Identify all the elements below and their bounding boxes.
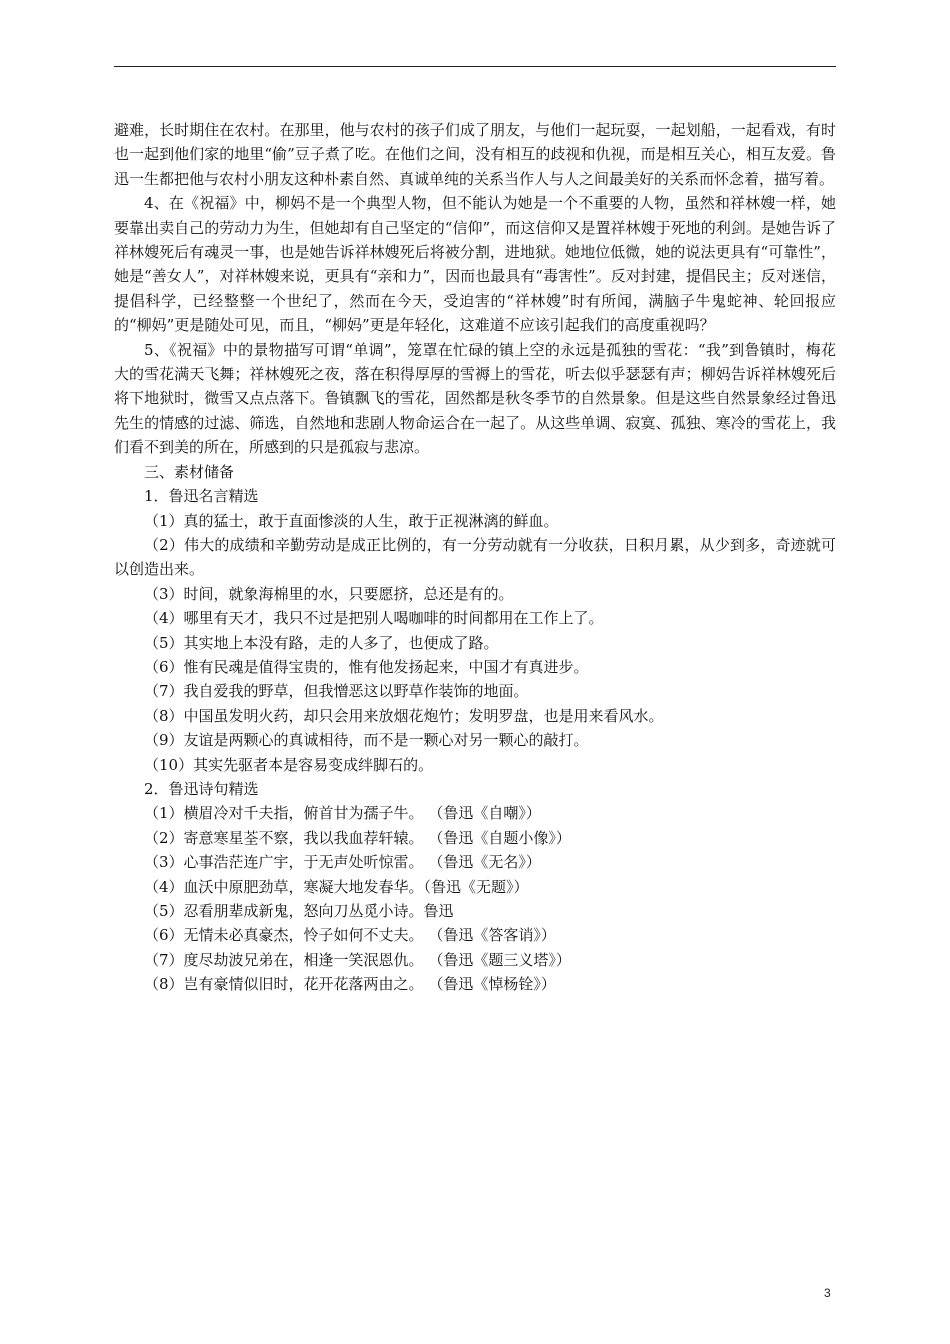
paragraph-5: 5、《祝福》中的景物描写可谓“单调”，笼罩在忙碌的镇上空的永远是孤独的雪花：“我”到鲁镇时，梅花大的雪花满天飞舞；祥林嫂死之夜，落在积得厚厚的雪褥上的雪花，听去似乎瑟瑟有声；柳妈告诉祥林嫂死后将下地狱时，微雪又点点落下。鲁镇飘飞的雪花，固然都是秋冬季节的自然景象。但是这些自然景象经过鲁迅先生的情感的过滤、筛选，自然地和悲剧人物命运合在一起了。从这些单调、寂寞、孤独、寒冷的雪花上，我们看不到美的所在，所感到的只是孤寂与悲凉。: [114, 340, 836, 457]
quote-item: （3）时间，就象海棉里的水，只要愿挤，总还是有的。: [144, 584, 514, 603]
poem-item: （4）血沃中原肥劲草，寒凝大地发春华。（鲁迅《无题》）: [144, 877, 529, 896]
poem-item: （1）横眉冷对千夫指，俯首甘为孺子牛。 （鲁迅《自嘲》）: [144, 804, 541, 823]
quote-item: （6）惟有民魂是值得宝贵的，惟有他发扬起来，中国才有真进步。: [144, 657, 589, 676]
subheading-quotes: 1．鲁迅名言精选: [144, 487, 259, 506]
quote-item: （9）友谊是两颗心的真诚相待，而不是一颗心对另一颗心的敲打。: [144, 731, 589, 750]
quote-item: （7）我自爱我的野草，但我憎恶这以野草作装饰的地面。: [144, 682, 529, 701]
quote-item: （5）其实地上本没有路，走的人多了，也便成了路。: [144, 633, 499, 652]
quote-item: （10）其实先驱者本是容易变成绊脚石的。: [144, 755, 434, 774]
page-number: 3: [824, 1286, 831, 1300]
quote-list: [114, 509, 836, 777]
poem-item: （5）忍看朋辈成新鬼，怒向刀丛觅小诗。鲁迅: [144, 902, 454, 920]
quote-item: （2）伟大的成绩和辛勤劳动是成正比例的，有一分劳动就有一分收获，日积月累，从少到多，奇迹就可以创造出来。: [114, 535, 836, 579]
paragraph-4: 4、在《祝福》中，柳妈不是一个典型人物，但不能认为她是一个不重要的人物，虽然和祥林嫂一样，她要靠出卖自己的劳动力为生，但她却有自己坚定的“信仰”，而这信仰又是置祥林嫂于死地的利剑。是她告诉了祥林嫂死后有魂灵一事，也是她告诉祥林嫂死后将被分割，进地狱。她地位低微，她的说法更具有“可靠性”，她是“善女人”，对祥林嫂来说，更具有“亲和力”，因而也最具有“毒害性”。反对封建，提倡民主；反对迷信，提倡科学，已经整整一个世纪了，然而在今天，受迫害的“祥林嫂”时有所闻，满脑子牛鬼蛇神、轮回报应的“柳妈”更是随处可见，而且，“柳妈”更是年轻化，这难道不应该引起我们的高度重视吗？: [114, 194, 836, 335]
poem-item: （3）心事浩茫连广宇，于无声处听惊雷。 （鲁迅《无名》）: [144, 853, 541, 872]
poem-item: （6）无情未必真豪杰，怜子如何不丈夫。 （鲁迅《答客诮》）: [144, 926, 556, 945]
poem-item: （8）岂有豪情似旧时，花开花落两由之。 （鲁迅《悼杨铨》）: [144, 975, 556, 994]
header-rule: [114, 66, 836, 67]
continuation-paragraph: 避难，长时期住在农村。在那里，他与农村的孩子们成了朋友，与他们一起玩耍，一起划船，一起看戏，有时也一起到他们家的地里“偷”豆子煮了吃。在他们之间，没有相互的歧视和仇视，而是相互关心，相互友爱。鲁迅一生都把他与农村小朋友这种朴素自然、真诚单纯的关系当作人与人之间最美好的关系而怀念着，描写着。: [114, 121, 836, 188]
quote-item: （1）真的猛士，敢于直面惨淡的人生，敢于正视淋漓的鲜血。: [144, 511, 559, 530]
poem-list: [114, 801, 836, 996]
quote-item: （8）中国虽发明火药，却只会用来放烟花炮竹；发明罗盘，也是用来看风水。: [144, 706, 664, 725]
section-heading: 三、素材储备: [144, 462, 235, 481]
subheading-poems: 2．鲁迅诗句精选: [144, 779, 259, 798]
quote-item: （4）哪里有天才，我只不过是把别人喝咖啡的时间都用在工作上了。: [144, 609, 604, 628]
page-body: [114, 118, 836, 997]
poem-item: （7）度尽劫波兄弟在，相逢一笑泯恩仇。 （鲁迅《题三义塔》）: [144, 950, 571, 969]
poem-item: （2）寄意寒星荃不察，我以我血荐轩辕。 （鲁迅《自题小像》）: [144, 828, 571, 847]
